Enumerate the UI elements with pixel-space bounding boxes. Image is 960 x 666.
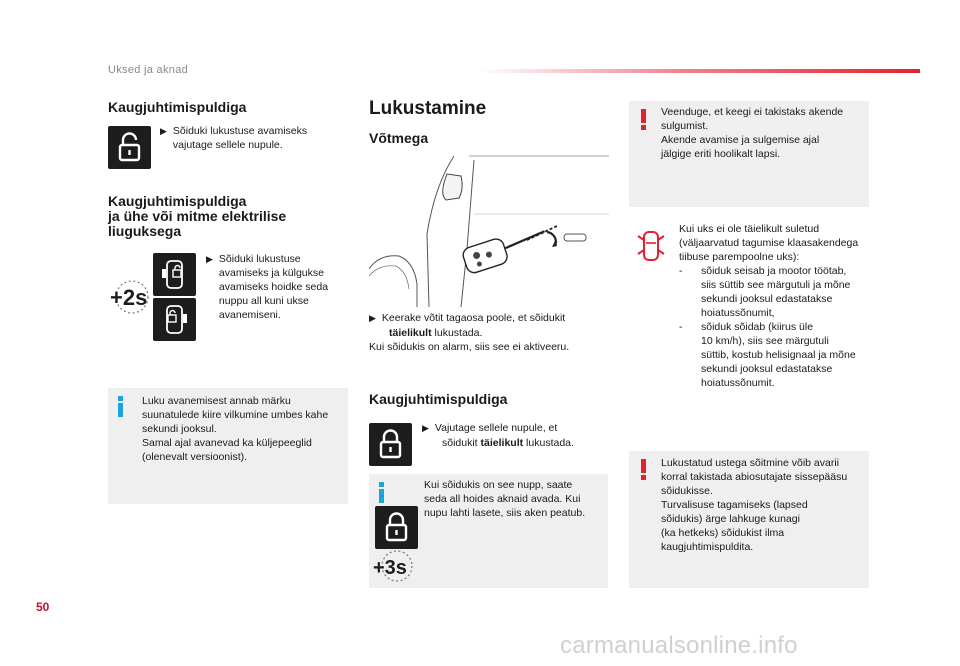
header-rule	[480, 69, 920, 73]
title-lukustamine: Lukustamine	[369, 98, 487, 119]
info-icon	[379, 482, 384, 504]
heading-remote: Kaugjuhtimispuldiga	[108, 99, 247, 115]
bullet-icon: ▶	[422, 424, 429, 434]
hold-2s-icon	[108, 278, 150, 316]
section-label: Uksed ja aknad	[108, 64, 189, 76]
lock-hold-icon	[375, 506, 418, 549]
list-item: - sõiduk seisab ja mootor töötab, siis süttib see märgutuli ja mõne sekundi jooksul edastatakse hoiatussõnumit,	[679, 265, 851, 319]
warning-box-locked-doors: Lukustatud ustega sõitmine võib avarii korral takistada abiosutajate sissepääsu sõidukisse. Turvalisuse tagamiseks (lapsed sõidukis) ärge lahkuge kunagi (ka hetkeks) sõidukist ilma kaugjuhtimispuldita.	[629, 451, 869, 588]
info-icon	[118, 396, 123, 418]
sliding-door-unlock-icon	[153, 253, 196, 296]
heading-remote-sliding: Kaugjuhtimispuldiga ja ühe või mitme elektrilise liuguksega	[108, 193, 287, 239]
heading-remote-lock: Kaugjuhtimispuldiga	[369, 391, 508, 407]
info-box-middle: +3s Kui sõidukis on see nupp, saate seda all hoides aknaid avada. Kui nupu lahti lasete, siis aken peatub.	[369, 474, 608, 588]
bullet-icon: ▶	[206, 255, 213, 265]
list-item: - sõiduk sõidab (kiirus üle 10 km/h), siis see märgutuli süttib, kostub helisignaal ja mõne sekundi jooksul edastatakse hoiatussõnumit.	[679, 321, 856, 389]
hold-3s-label: +3s	[373, 557, 407, 579]
sliding-door-right-icon	[153, 298, 196, 341]
bullet-icon: ▶	[160, 127, 167, 137]
lock-button-icon	[369, 423, 412, 466]
heading-key: Võtmega	[369, 130, 429, 146]
hold-2s-label: +2s	[110, 285, 148, 310]
door-open-warning-icon	[631, 226, 671, 266]
warning-icon	[641, 109, 646, 131]
watermark: carmanualsonline.info	[560, 632, 798, 659]
unlock-button-icon	[108, 126, 151, 169]
hold-3s-icon	[371, 548, 415, 586]
door-warning-note: Kui uks ei ole täielikult suletud (väljaarvatud tagumise klaasakendega tiibuse parempoolne uks): - sõiduk seisab ja mootor töötab, siis süttib see märgutuli ja mõne sekundi jooksul edastatakse hoiatussõnumit, - sõiduk sõidab (kiirus üle 10 km/h), siis see märgutuli süttib, kostub helisignaal ja mõne sekundi jooksul edastatakse hoiatussõnumit.	[679, 222, 874, 390]
warning-box-windows: Veenduge, et keegi ei takistaks akende sulgumist. Akende avamise ja sulgemise ajal jälgige eriti hoolikalt lapsi.	[629, 101, 869, 207]
sliding-instruction: ▶ Sõiduki lukustuse avamiseks ja külgukse avamiseks hoidke seda nuppu all kuni ukse avanemiseni.	[206, 253, 329, 321]
bullet-icon: ▶	[369, 314, 376, 324]
info-box-left: Luku avanemisest annab märku suunatulede kiire vilkumine umbes kahe sekundi jooksul. Samal ajal avanevad ka küljepeeglid (olenevalt versioonist).	[108, 388, 348, 504]
warning-icon	[641, 459, 646, 481]
remote-lock-instruction: ▶ Vajutage sellele nupule, et sõidukit täielikult lukustada.	[422, 422, 574, 449]
key-turn-illustration	[369, 154, 609, 307]
unlock-instruction: ▶ Sõiduki lukustuse avamiseks vajutage sellele nupule.	[160, 125, 308, 151]
page-number: 50	[36, 600, 50, 614]
key-instruction: ▶ Keerake võtit tagaosa poole, et sõidukit täielikult lukustada. Kui sõidukis on alarm, siis see ei aktiveeru.	[369, 312, 570, 353]
